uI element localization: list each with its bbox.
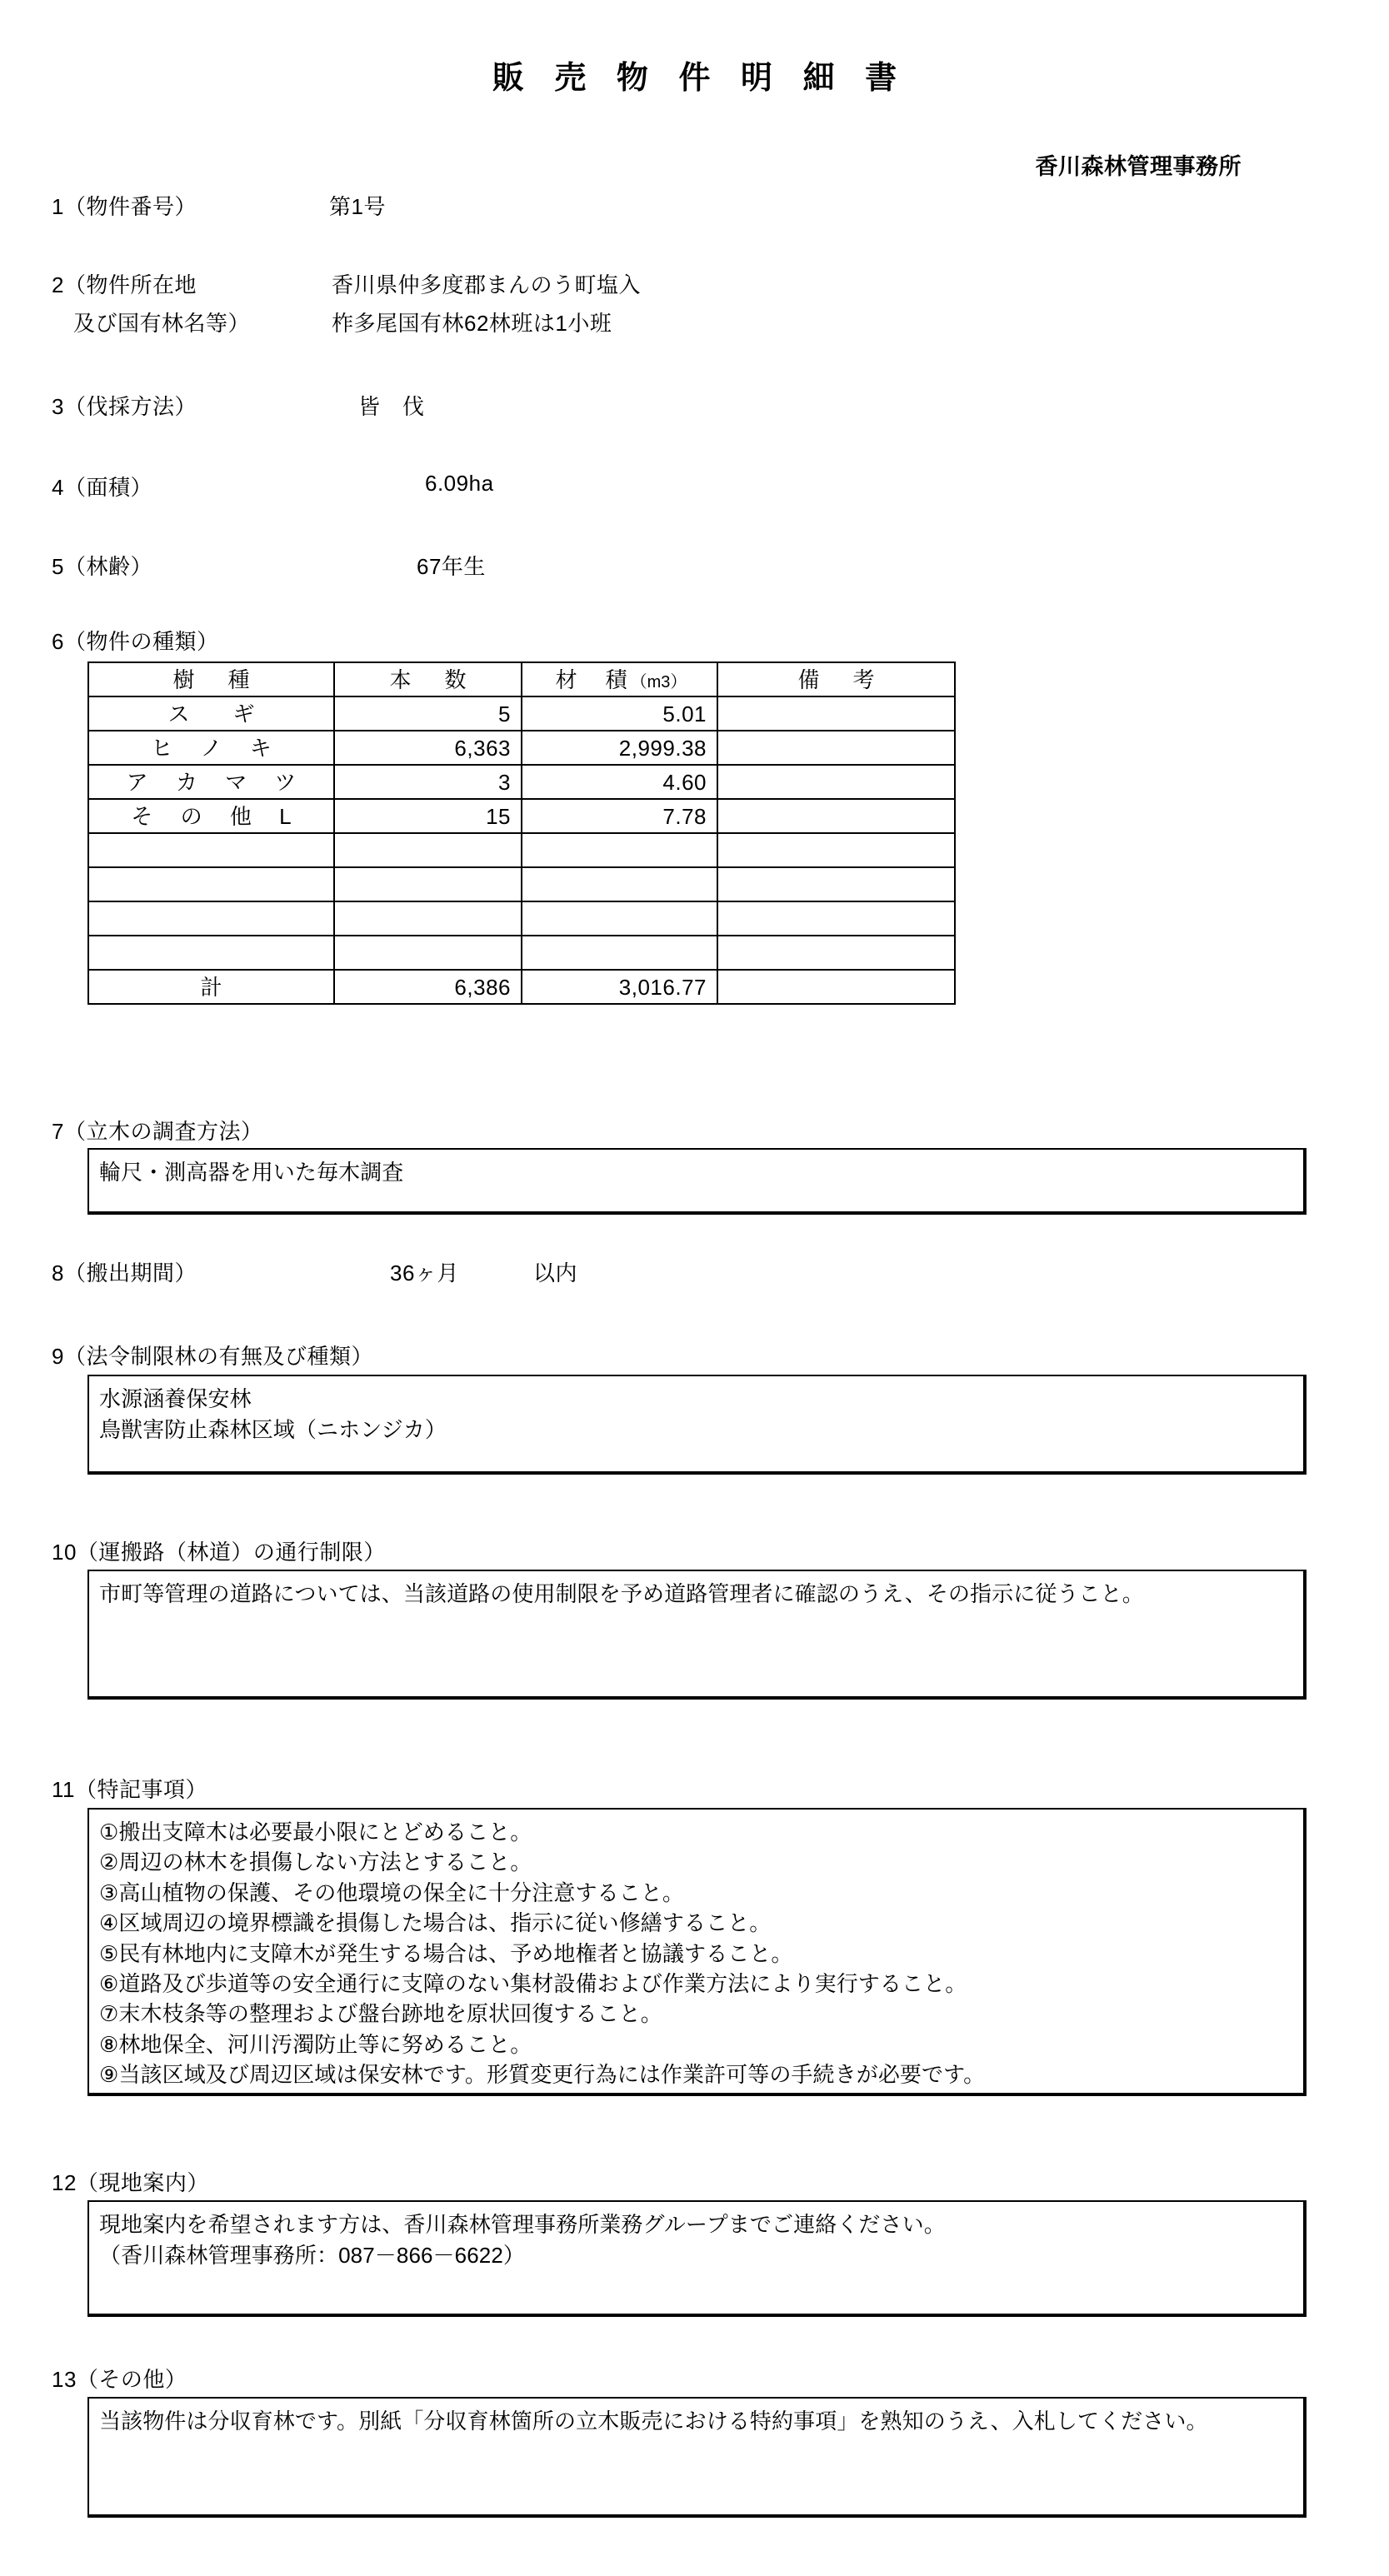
- box-item11-line7: ⑦末木枝条等の整理および盤台跡地を原状回復すること。: [99, 2001, 662, 2027]
- box-item10: [87, 1570, 1307, 1700]
- suffix-item8: 以内: [533, 1261, 578, 1286]
- cell-species: [88, 936, 334, 970]
- label-item2-line1: 2（物件所在地: [52, 272, 197, 297]
- page-title: 販 売 物 件 明 細 書: [492, 61, 908, 96]
- cell-volume: 4.60: [522, 765, 717, 799]
- cell-count: 15: [334, 799, 522, 833]
- box-item11-line5: ⑤民有林地内に支障木が発生する場合は、予め地権者と協議すること。: [99, 1940, 793, 1966]
- table-row: [88, 799, 955, 833]
- value-item2-line1: 香川県仲多度郡まんのう町塩入: [332, 272, 642, 297]
- box-item11: [87, 1808, 1307, 2096]
- cell-species: [88, 833, 334, 867]
- value-item3: 皆 伐: [358, 394, 425, 419]
- cell-volume: [522, 833, 717, 867]
- label-item9: 9（法令制限林の有無及び種類）: [52, 1344, 373, 1369]
- label-item7: 7（立木の調査方法）: [52, 1119, 263, 1144]
- cell-total-volume: 3,016.77: [522, 970, 717, 1004]
- label-item13: 13（その他）: [52, 2367, 187, 2392]
- value-item8: 36ヶ月: [390, 1261, 459, 1286]
- label-item10: 10（運搬路（林道）の通行制限）: [52, 1540, 386, 1565]
- cell-note: [717, 867, 955, 901]
- table-total-row: [88, 970, 955, 1004]
- col-header-count: 本 数: [334, 662, 522, 696]
- table-row: [88, 901, 955, 936]
- cell-count: [334, 901, 522, 936]
- cell-note: [717, 696, 955, 731]
- table-row: [88, 731, 955, 765]
- label-item8: 8（搬出期間）: [52, 1261, 197, 1286]
- cell-note: [717, 833, 955, 867]
- cell-volume: 7.78: [522, 799, 717, 833]
- cell-total-note: [717, 970, 955, 1004]
- cell-total-label: 計: [88, 970, 334, 1004]
- box-item11-line3: ③高山植物の保護、その他環境の保全に十分注意すること。: [99, 1880, 685, 1905]
- col-header-note: 備 考: [717, 662, 955, 696]
- box-item12: [87, 2200, 1307, 2317]
- cell-note: [717, 901, 955, 936]
- label-item4: 4（面積）: [52, 475, 152, 500]
- label-item11: 11（特記事項）: [52, 1777, 207, 1802]
- box-item11-line2: ②周辺の林木を損傷しない方法とすること。: [99, 1850, 532, 1875]
- value-item4: 6.09ha: [425, 471, 494, 496]
- cell-total-count: 6,386: [334, 970, 522, 1004]
- table-row: [88, 765, 955, 799]
- cell-species: [88, 867, 334, 901]
- box-item12-line2: （香川森林管理事務所：087－866－6622）: [99, 2242, 525, 2268]
- label-item1: 1（物件番号）: [52, 194, 197, 219]
- species-table: [87, 661, 956, 1005]
- table-row: [88, 833, 955, 867]
- cell-note: [717, 765, 955, 799]
- box-item11-line8: ⑧林地保全、河川汚濁防止等に努めること。: [99, 2031, 532, 2057]
- box-item11-line6: ⑥道路及び歩道等の安全通行に支障のない集材設備および作業方法により実行すること。: [99, 1970, 967, 1996]
- value-item2-line2: 柞多尾国有林62林班は1小班: [332, 311, 612, 336]
- box-item7-line1: 輪尺・測高器を用いた毎木調査: [99, 1160, 404, 1185]
- cell-volume: [522, 901, 717, 936]
- cell-volume: [522, 936, 717, 970]
- box-item9-line1: 水源涵養保安林: [99, 1386, 252, 1411]
- label-item2-line2: 及び国有林名等）: [73, 311, 251, 336]
- table-row: [88, 936, 955, 970]
- table-row: [88, 867, 955, 901]
- cell-count: [334, 833, 522, 867]
- box-item13: [87, 2397, 1307, 2518]
- cell-species: [88, 901, 334, 936]
- box-item7: [87, 1148, 1307, 1215]
- col-header-volume: 材 積（m3）: [522, 662, 717, 696]
- label-item12: 12（現地案内）: [52, 2170, 209, 2195]
- cell-count: [334, 936, 522, 970]
- cell-note: [717, 731, 955, 765]
- box-item11-line4: ④区域周辺の境界標識を損傷した場合は、指示に従い修繕すること。: [99, 1910, 772, 1936]
- cell-count: 3: [334, 765, 522, 799]
- box-item12-line1: 現地案内を希望されます方は、香川森林管理事務所業務グループまでご連絡ください。: [99, 2212, 946, 2237]
- cell-species: そ の 他 L: [88, 799, 334, 833]
- box-item10-line1: 市町等管理の道路については、当該道路の使用制限を予め道路管理者に確認のうえ、その指示に従うこと。: [99, 1581, 1144, 1606]
- label-item3: 3（伐採方法）: [52, 394, 197, 419]
- table-row: [88, 696, 955, 731]
- cell-species: ヒ ノ キ: [88, 731, 334, 765]
- col-header-species: 樹 種: [88, 662, 334, 696]
- cell-volume: 5.01: [522, 696, 717, 731]
- issuing-office: 香川森林管理事務所: [1035, 154, 1242, 179]
- cell-species: ス ギ: [88, 696, 334, 731]
- cell-volume: 2,999.38: [522, 731, 717, 765]
- value-item1: 第1号: [329, 194, 386, 219]
- cell-species: ア カ マ ツ: [88, 765, 334, 799]
- cell-note: [717, 799, 955, 833]
- box-item9: [87, 1375, 1307, 1475]
- cell-count: 6,363: [334, 731, 522, 765]
- box-item11-line1: ①搬出支障木は必要最小限にとどめること。: [99, 1820, 532, 1845]
- label-item5: 5（林齢）: [52, 554, 152, 579]
- label-item6: 6（物件の種類）: [52, 629, 219, 654]
- table-header-row: [88, 662, 955, 696]
- box-item9-line2: 鳥獣害防止森林区域（ニホンジカ）: [99, 1416, 447, 1442]
- value-item5: 67年生: [417, 554, 486, 579]
- cell-count: 5: [334, 696, 522, 731]
- box-item13-line1: 当該物件は分収育林です。別紙「分収育林箇所の立木販売における特約事項」を熟知のうえ、入札してください。: [99, 2409, 1208, 2434]
- cell-note: [717, 936, 955, 970]
- box-item11-line9: ⑨当該区域及び周辺区域は保安林です。形質変更行為には作業許可等の手続きが必要です。: [99, 2062, 986, 2088]
- cell-count: [334, 867, 522, 901]
- cell-volume: [522, 867, 717, 901]
